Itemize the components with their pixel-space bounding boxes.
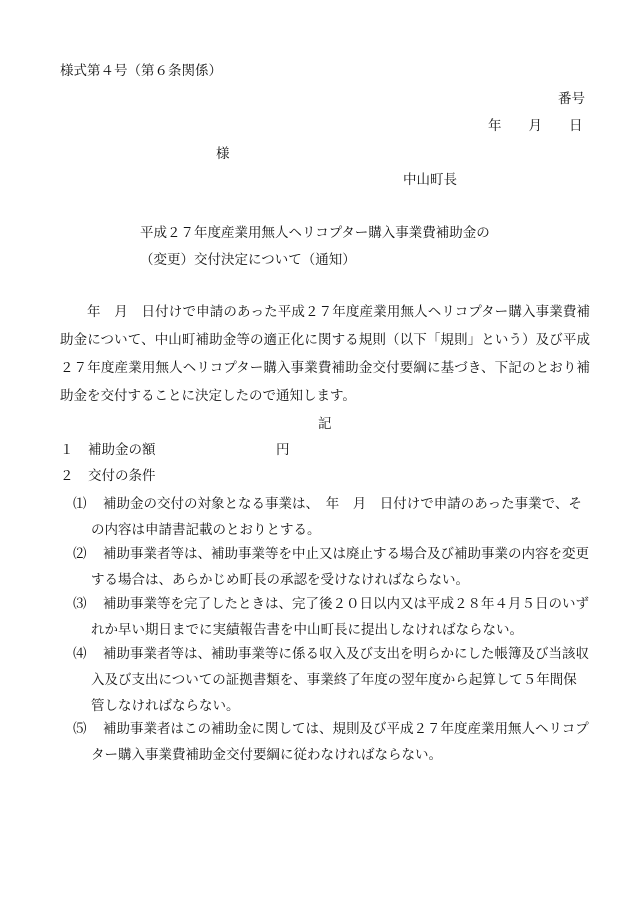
condition-text: 補助事業等を完了したときは、完了後２０日以内又は平成２８年４月５日のいずれか早い期日までに実績報告書を中山町長に提出しなければならない。 [91,596,589,638]
recipient-suffix: 様 [216,146,230,162]
item-2-label: 交付の条件 [88,468,156,484]
condition-text: 補助事業者等は、補助事業等を中止又は廃止する場合及び補助事業の内容を変更する場合は、あらかじめ町長の承認を受けなければならない。 [91,546,589,588]
item-1-label: 補助金の額 [88,442,156,458]
document-title-line-1: 平成２７年度産業用無人ヘリコプター購入事業費補助金の [140,225,490,241]
form-label: 様式第４号（第６条関係） [60,63,222,79]
sender-name: 中山町長 [403,172,457,188]
document-title-line-2: （変更）交付決定について（通知） [140,252,356,268]
condition-3 [73,591,590,643]
item-1-unit: 円 [276,442,290,458]
ki-heading: 記 [318,416,332,432]
condition-text: 補助金の交付の対象となる事業は、 年 月 日付けで申請のあった事業で、その内容は申請書記載のとおりとする。 [91,496,582,538]
condition-number: ⑷ [73,646,87,662]
condition-1 [73,491,590,543]
condition-number: ⑵ [73,546,87,562]
condition-text: 補助事業者はこの補助金に関しては、規則及び平成２７年度産業用無人ヘリコプター購入事業費補助金交付要綱に従わなければならない。 [91,721,589,763]
condition-text: 補助事業者等は、補助事業等に係る収入及び支出を明らかにした帳簿及び当該収入及び支出についての証拠書類を、事業終了年度の翌年度から起算して５年間保管しなければならない。 [91,646,589,714]
condition-number: ⑶ [73,596,87,612]
condition-number: ⑸ [73,721,87,737]
body-paragraph: 年 月 日付けで申請のあった平成２７年度産業用無人ヘリコプター購入事業費補助金について、中山町補助金等の適正化に関する規則（以下「規則」という）及び平成２７年度産業用無人ヘリコプター購入事業費補助金交付要綱に基づき、下記のとおり補助金を交付することに決定したので通知します。 [60,304,590,404]
condition-number: ⑴ [73,496,87,512]
item-1-number: １ [60,442,74,458]
condition-2 [73,541,590,593]
condition-4 [73,641,590,719]
document-number-label: 番号 [558,91,585,107]
date-line: 年 月 日 [488,118,583,134]
condition-5 [73,716,590,768]
item-2-number: ２ [60,468,74,484]
